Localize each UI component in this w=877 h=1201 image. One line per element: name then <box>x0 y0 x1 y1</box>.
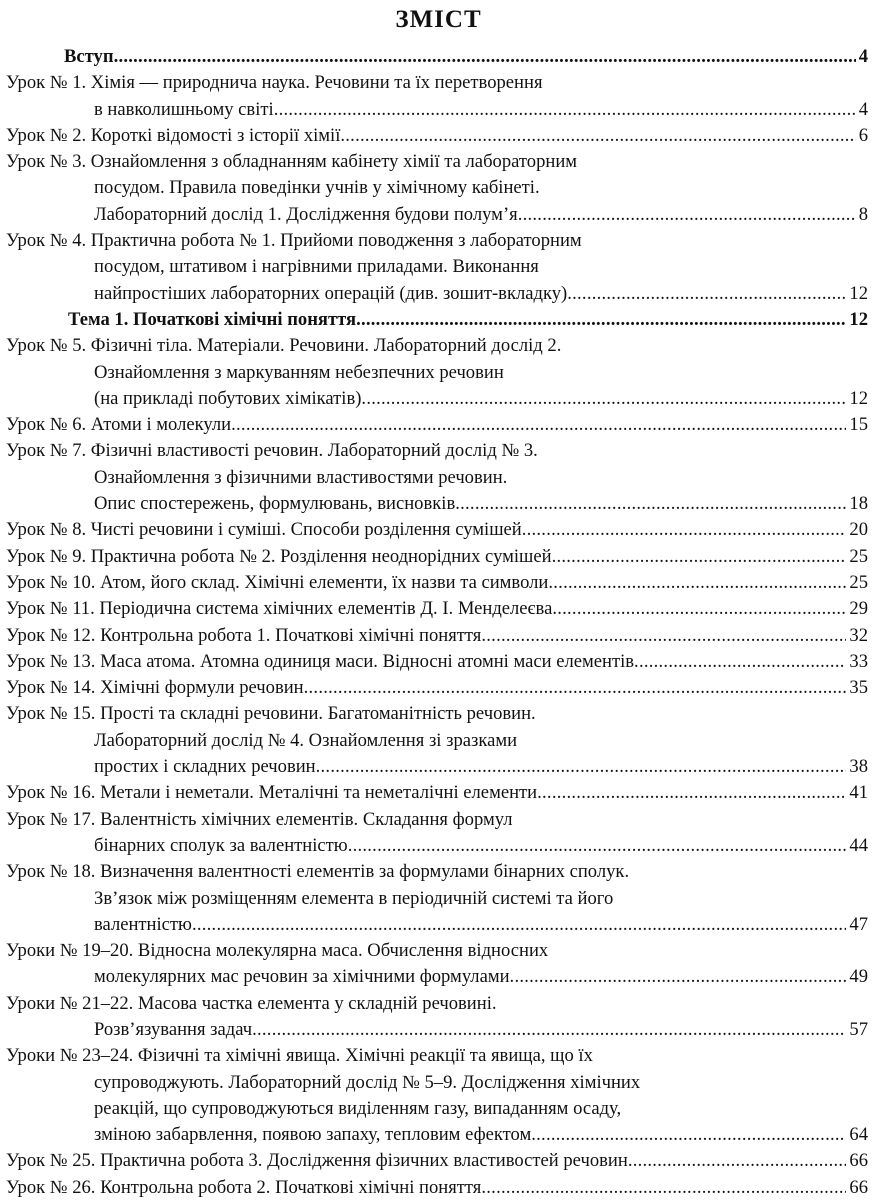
toc-line <box>6 175 868 201</box>
toc-line <box>6 438 868 464</box>
toc-entry <box>6 44 868 70</box>
dot-leader <box>531 1122 846 1148</box>
page-number: 47 <box>849 913 868 935</box>
toc-line <box>6 228 868 254</box>
page-number: 38 <box>849 756 868 778</box>
toc-entry-text: Урок № 25. Практична робота 3. Дослідження фізичних властивостей речовин <box>6 1150 628 1172</box>
toc-entry-text: зміною забарвлення, появою запаху, тепловим ефектом <box>94 1124 532 1146</box>
dot-leader <box>192 912 846 938</box>
toc-line <box>6 386 868 412</box>
dot-leader <box>518 202 856 228</box>
toc-entry-text: Урок № 6. Атоми і молекули <box>6 414 232 436</box>
toc-line <box>6 1017 868 1043</box>
dot-leader <box>304 675 847 701</box>
toc-entry <box>6 675 868 701</box>
toc-entry-text: реакцій, що супроводжуються виділенням газу, випаданням осаду, <box>94 1097 622 1119</box>
toc-entry-text: Урок № 10. Атом, його склад. Хімічні елементи, їх назви та символи <box>6 571 549 593</box>
page-number: 20 <box>849 519 868 541</box>
toc-topic-entry <box>6 307 868 333</box>
toc-entry <box>6 938 868 991</box>
toc-entry-text: молекулярних мас речовин за хімічними формулами <box>94 966 510 988</box>
toc-entry <box>6 623 868 649</box>
dot-leader <box>340 123 855 149</box>
toc-line <box>6 1070 868 1096</box>
toc-entry-text: Лабораторний дослід № 4. Ознайомлення зі зразками <box>94 729 518 751</box>
toc-entry <box>6 70 868 123</box>
toc-entry <box>6 596 868 622</box>
dot-leader <box>455 491 846 517</box>
toc-line <box>6 754 868 780</box>
toc-line <box>6 254 868 280</box>
toc-line <box>6 701 868 727</box>
dot-leader <box>356 307 846 333</box>
page-number: 12 <box>849 387 868 409</box>
page-number: 4 <box>858 98 868 120</box>
toc-entry-text: Урок № 13. Маса атома. Атомна одиниця маси. Відносні атомні маси елементів <box>6 650 635 672</box>
toc-entry <box>6 701 868 780</box>
page-number: 25 <box>849 545 868 567</box>
dot-leader <box>481 1175 846 1201</box>
page-number: 18 <box>849 493 868 515</box>
page-number: 57 <box>849 1018 868 1040</box>
dot-leader <box>567 281 846 307</box>
toc-line <box>6 544 868 570</box>
toc-entry-text: Тема 1. Початкові хімічні поняття <box>68 308 357 330</box>
toc-entry-text: Опис спостережень, формулювань, висновків <box>94 493 456 515</box>
dot-leader <box>481 623 846 649</box>
toc-entry-text: в навколишньому світі <box>94 98 274 120</box>
toc-line <box>6 833 868 859</box>
toc-entry-text: Розв’язування задач <box>94 1018 253 1040</box>
toc-entry <box>6 859 868 938</box>
toc-entry <box>6 1043 868 1148</box>
page-number: 64 <box>849 1124 868 1146</box>
dot-leader <box>231 412 846 438</box>
page-number: 15 <box>849 414 868 436</box>
toc-line <box>6 649 868 675</box>
toc-line <box>6 570 868 596</box>
dot-leader <box>316 754 847 780</box>
toc-line <box>6 912 868 938</box>
dot-leader <box>510 964 847 990</box>
dot-leader <box>522 517 847 543</box>
toc-entry-text: Урок № 17. Валентність хімічних елементів. Складання формул <box>6 808 513 830</box>
toc-line <box>6 728 868 754</box>
toc-line <box>6 97 868 123</box>
toc-line <box>6 123 868 149</box>
toc-line <box>6 1043 868 1069</box>
toc-line <box>6 596 868 622</box>
page-number: 12 <box>849 282 868 304</box>
toc-entry <box>6 123 868 149</box>
toc-entry <box>6 991 868 1044</box>
toc-entry-text: супроводжують. Лабораторний дослід № 5–9. Дослідження хімічних <box>94 1071 641 1093</box>
toc-line <box>6 281 868 307</box>
toc-entry <box>6 517 868 543</box>
dot-leader <box>548 570 846 596</box>
toc-line <box>6 70 868 96</box>
dot-leader <box>634 649 846 675</box>
toc-entry-text: валентністю <box>94 913 192 935</box>
page-title: ЗМІСТ <box>395 6 482 33</box>
toc-entry <box>6 149 868 228</box>
dot-leader <box>628 1148 847 1174</box>
toc-entry-text: Зв’язок між розміщенням елемента в періодичній системі та його <box>94 887 614 909</box>
toc-entry-text: Урок № 7. Фізичні властивості речовин. Лабораторний дослід № 3. <box>6 440 538 462</box>
page-number: 35 <box>849 677 868 699</box>
toc-entry-text: Урок № 11. Періодична система хімічних елементів Д. І. Менделеєва <box>6 598 553 620</box>
toc-line <box>6 491 868 517</box>
toc-entry-text: Урок № 14. Хімічні формули речовин <box>6 677 304 699</box>
toc-entry <box>6 228 868 307</box>
dot-leader <box>537 780 846 806</box>
page-number: 44 <box>849 834 868 856</box>
toc-entry-text: Урок № 8. Чисті речовини і суміші. Способи розділення сумішей <box>6 519 522 541</box>
toc-entry-text: Урок № 2. Короткі відомості з історії хімії <box>6 124 341 146</box>
toc-line <box>6 623 868 649</box>
toc-entry-text: посудом, штативом і нагрівними приладами. Виконання <box>94 256 539 278</box>
toc-entry-text: Урок № 5. Фізичні тіла. Матеріали. Речовини. Лабораторний дослід 2. <box>6 335 562 357</box>
toc-entry <box>6 1148 868 1174</box>
page-number: 32 <box>849 624 868 646</box>
toc-entry-text: Уроки № 21–22. Масова частка елемента у складній речовині. <box>6 992 497 1014</box>
toc-line <box>6 938 868 964</box>
page-number: 8 <box>858 203 868 225</box>
toc-line <box>6 465 868 491</box>
toc-entry <box>6 333 868 412</box>
toc-entry <box>6 438 868 517</box>
dot-leader <box>348 833 847 859</box>
toc-line <box>6 780 868 806</box>
toc-entry-text: Уроки № 19–20. Відносна молекулярна маса. Обчислення відносних <box>6 940 549 962</box>
toc-entry <box>6 1175 868 1201</box>
toc-line <box>6 1175 868 1201</box>
toc-line <box>6 44 868 70</box>
toc-line <box>6 517 868 543</box>
page-number: 41 <box>849 782 868 804</box>
page-number: 12 <box>849 308 868 330</box>
toc-entry-text: посудом. Правила поведінки учнів у хімічному кабінеті. <box>94 177 540 199</box>
page-number: 66 <box>849 1176 868 1198</box>
toc-entry-text: Урок № 15. Прості та складні речовини. Багатоманітність речовин. <box>6 703 536 725</box>
toc-entry-text: Урок № 12. Контрольна робота 1. Початкові хімічні поняття <box>6 624 482 646</box>
page-number: 29 <box>849 598 868 620</box>
toc-line <box>6 991 868 1017</box>
toc-line <box>6 1148 868 1174</box>
dot-leader <box>361 386 846 412</box>
dot-leader <box>252 1017 846 1043</box>
toc-entry-text: Урок № 26. Контрольна робота 2. Початкові хімічні поняття <box>6 1176 482 1198</box>
toc-entry-text: Ознайомлення з маркуванням небезпечних речовин <box>94 361 504 383</box>
dot-leader <box>552 596 846 622</box>
toc-line <box>6 333 868 359</box>
toc-entry <box>6 412 868 438</box>
toc-entry <box>6 544 868 570</box>
dot-leader <box>114 44 856 70</box>
page-number: 6 <box>858 124 868 146</box>
toc-line <box>6 1122 868 1148</box>
page-number: 49 <box>849 966 868 988</box>
toc-entry-text: Урок № 18. Визначення валентності елементів за формулами бінарних сполук. <box>6 861 630 883</box>
toc-entry-text: Урок № 16. Метали і неметали. Металічні та неметалічні елементи <box>6 782 538 804</box>
toc-line <box>6 675 868 701</box>
dot-leader <box>274 97 856 123</box>
toc-line <box>6 886 868 912</box>
toc-entry-text: (на прикладі побутових хімікатів) <box>94 387 362 409</box>
toc-entry-text: Урок № 1. Хімія — природнича наука. Речовини та їх перетворення <box>6 72 543 94</box>
page-number: 25 <box>849 571 868 593</box>
toc-entry-text: найпростіших лабораторних операцій (див. зошит-вкладку) <box>94 282 568 304</box>
table-of-contents <box>6 44 868 1201</box>
toc-entry <box>6 780 868 806</box>
toc-entry-text: Урок № 4. Практична робота № 1. Прийоми поводження з лабораторним <box>6 230 582 252</box>
toc-entry-text: Ознайомлення з фізичними властивостями речовин. <box>94 466 508 488</box>
toc-line <box>6 1096 868 1122</box>
toc-line <box>6 859 868 885</box>
dot-leader <box>552 544 847 570</box>
toc-line <box>6 360 868 386</box>
toc-line <box>6 807 868 833</box>
toc-entry-text: Лабораторний дослід 1. Дослідження будови полум’я <box>94 203 518 225</box>
toc-entry-text: Урок № 9. Практична робота № 2. Розділення неоднорідних сумішей <box>6 545 552 567</box>
toc-line <box>6 412 868 438</box>
toc-entry <box>6 807 868 860</box>
page-number: 4 <box>858 46 868 67</box>
toc-entry-text: бінарних сполук за валентністю <box>94 834 348 856</box>
toc-line <box>6 964 868 990</box>
toc-line <box>6 307 868 333</box>
toc-entry <box>6 570 868 596</box>
toc-line <box>6 149 868 175</box>
toc-entry <box>6 649 868 675</box>
toc-line <box>6 202 868 228</box>
toc-entry-text: Уроки № 23–24. Фізичні та хімічні явища. Хімічні реакції та явища, що їх <box>6 1045 593 1067</box>
page-number: 66 <box>849 1150 868 1172</box>
toc-entry-text: простих і складних речовин <box>94 756 316 778</box>
page-number: 33 <box>849 650 868 672</box>
toc-entry-text: Вступ <box>64 46 114 67</box>
toc-entry-text: Урок № 3. Ознайомлення з обладнанням кабінету хімії та лабораторним <box>6 151 578 173</box>
